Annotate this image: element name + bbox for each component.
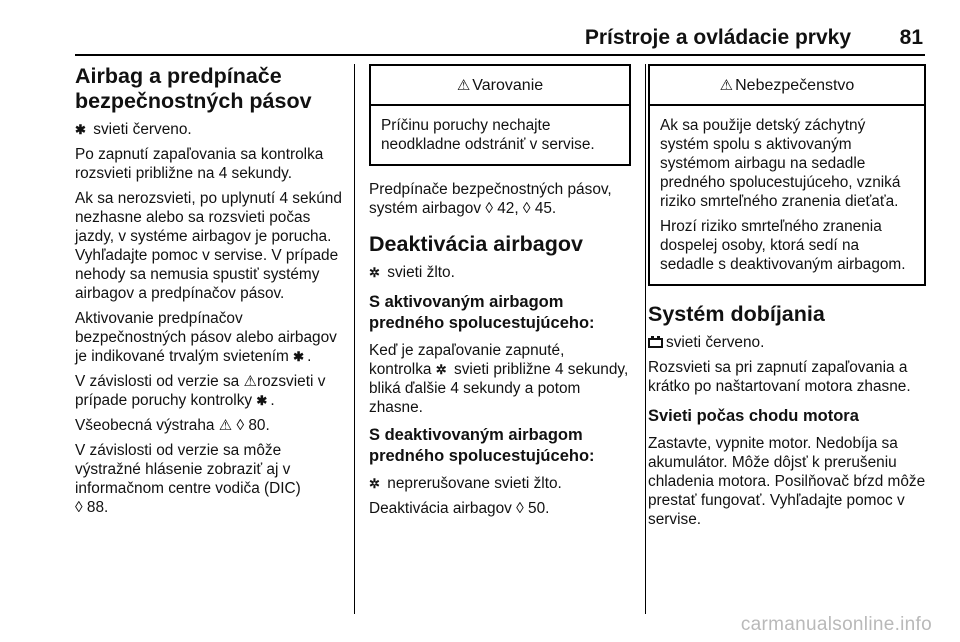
section-heading-airbag: Airbag a predpínače bezpečnostných pásov [75,64,312,113]
subheading: Svieti počas chodu motora [648,407,859,425]
page-reference[interactable]: 45. [534,200,557,217]
page-reference-icon: ◊ [485,200,493,217]
paragraph: Keď je zapaľovanie zapnuté, kontrolka ✲ svieti približne 4 sekundy, bliká ďalšie 4 sekundy a potom zhasne. [369,342,629,416]
column-left [75,64,343,523]
warning-box-title: Varovanie [472,76,544,94]
page-reference[interactable]: 42, [497,200,519,217]
page-number: 81 [899,26,923,49]
subheading: S deaktivovaným airbagom predného spolucestujúceho: [369,426,595,465]
paragraph: Po zapnutí zapaľovania sa kontrolka rozsvieti približne na 4 sekundy. [75,146,324,182]
airbag-warning-icon: ✱ [293,349,305,364]
page-reference[interactable]: 88. [86,499,109,516]
paragraph: ✱ svieti červeno. [75,121,192,138]
paragraph: ✲ svieti žlto. [369,264,455,281]
paragraph: V závislosti od verzie sa môže výstražné hlásenie zobraziť aj v informačnom centre vodiča (DIC) ◊ 88. [75,442,301,516]
paragraph: Rozsvieti sa pri zapnutí zapaľovania a krátko po naštartovaní motora zhasne. [648,359,911,395]
column-right [648,64,926,535]
warning-triangle-icon: ⚠ [719,76,734,94]
paragraph: Aktivovanie predpínačov bezpečnostných pásov alebo airbagov je indikované trvalým svietením ✱ . [75,310,337,365]
warning-box-text: Príčinu poruchy nechajte neodkladne odstrániť v servise. [381,117,595,153]
paragraph: Ak sa nerozsvieti, po uplynutí 4 sekúnd nezhasne alebo sa rozsvieti počas jazdy, v systéme airbagov je porucha. Vyhľadajte pomoc v servise. V prípade nehody sa nemusia spustiť systémy airbagov a predpínačov pásov. [75,190,342,302]
page-title: Prístroje a ovládacie prvky [584,26,851,49]
danger-box-text: Hrozí riziko smrteľného zranenia dospelej osoby, ktorá sedí na sedadle s deaktivovaným airbagom. [660,218,906,273]
warning-box-header [371,66,629,106]
page-header [75,26,925,56]
airbag-off-icon: ✲ [435,362,447,377]
paragraph: V závislosti od verzie sa ⚠rozsvieti v prípade poruchy kontrolky ✱ . [75,373,326,409]
page-reference-icon: ◊ [75,499,83,516]
paragraph: svieti červeno. [648,333,926,352]
warning-triangle-icon: ⚠ [456,76,471,94]
subheading: S aktivovaným airbagom predného spolucestujúceho: [369,293,595,332]
paragraph: Deaktivácia airbagov ◊ 50. [369,500,550,517]
danger-box [648,64,926,286]
danger-box-title: Nebezpečenstvo [735,76,855,94]
paragraph: ✲ neprerušovane svieti žlto. [369,475,562,492]
airbag-off-icon: ✲ [369,476,380,491]
watermark: carmanualsonline.info [740,614,932,635]
page-reference[interactable]: 50. [528,500,550,517]
page-reference-icon: ◊ [516,500,524,517]
warning-triangle-icon: ⚠ [243,373,257,390]
paragraph: Všeobecná výstraha ⚠ ◊ 80. [75,417,270,434]
danger-box-header [650,66,924,106]
airbag-warning-icon: ✱ [256,393,268,408]
page-reference-icon: ◊ [522,200,531,217]
section-heading-airbag-deactivation: Deaktivácia airbagov [369,232,583,256]
airbag-warning-icon: ✱ [75,122,86,137]
column-middle [369,64,631,524]
warning-triangle-icon: ⚠ [218,417,233,434]
warning-box [369,64,631,166]
paragraph: Zastavte, vypnite motor. Nedobíja sa akumulátor. Môže dôjsť k prerušeniu chladenia motora. Posilňovač bŕzd môže prestať fungovať. Vyhľadajte pomoc v servise. [648,435,926,528]
section-heading-charging-system: Systém dobíjania [648,302,825,326]
column-divider-2 [645,64,646,614]
column-divider-1 [354,64,355,614]
page-reference-icon: ◊ [236,417,245,434]
page-reference[interactable]: 80. [248,417,270,434]
paragraph: Predpínače bezpečnostných pásov, systém airbagov ◊ 42, ◊ 45. [369,181,612,217]
battery-icon [648,338,663,348]
danger-box-text: Ak sa použije detský záchytný systém spolu s aktivovaným systémom airbagu na sedadle predného spolucestujúceho, vzniká riziko smrteľného zranenia dieťaťa. [660,117,901,210]
airbag-off-icon: ✲ [369,265,380,280]
